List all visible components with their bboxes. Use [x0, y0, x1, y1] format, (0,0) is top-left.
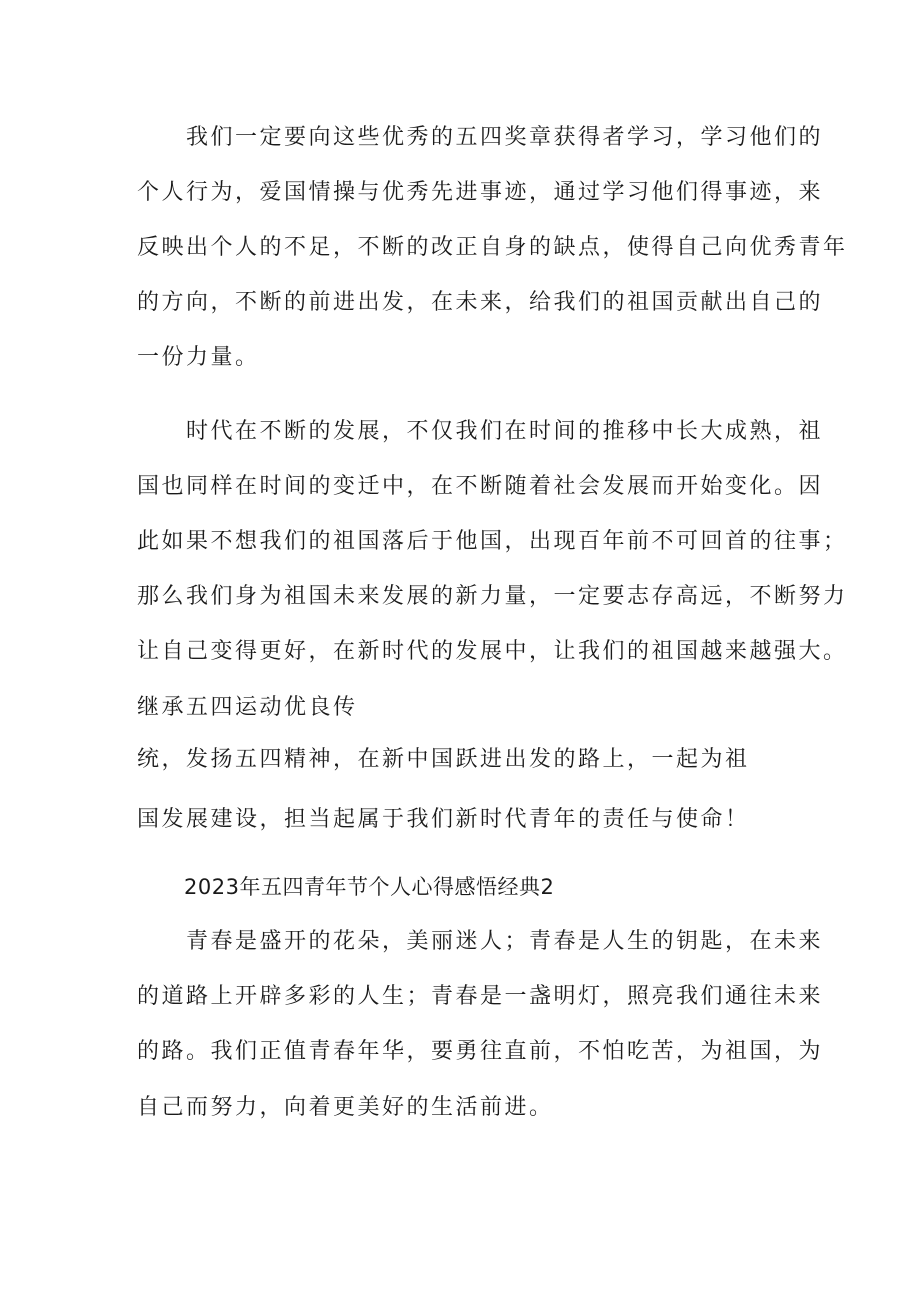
text-line: 继承五四运动优良传: [137, 695, 358, 720]
text-line: 的方向，不断的前进出发，在未来，给我们的祖国贡献出自己的: [137, 290, 824, 315]
text-line: 的路。我们正值青春年华，要勇往直前，不怕吃苦，为祖国，为: [137, 1039, 824, 1064]
text-line: 让自己变得更好，在新时代的发展中，让我们的祖国越来越强大。: [137, 639, 848, 664]
text-line: 个人行为，爱国情操与优秀先进事迹，通过学习他们得事迹，来: [137, 180, 824, 205]
text-line: 青春是盛开的花朵，美丽迷人；青春是人生的钥匙，在未来: [186, 929, 824, 954]
text-line: 国也同样在时间的变迁中，在不断随着社会发展而开始变化。因: [137, 474, 824, 499]
text-line: 统，发扬五四精神，在新中国跃进出发的路上，一起为祖: [137, 747, 750, 772]
text-line: 的道路上开辟多彩的人生；青春是一盏明灯，照亮我们通往未来: [137, 984, 824, 1009]
text-line: 时代在不断的发展，不仅我们在时间的推移中长大成熟，祖: [186, 419, 824, 444]
text-line: 此如果不想我们的祖国落后于他国，出现百年前不可回首的往事；: [137, 529, 848, 554]
text-line: 那么我们身为祖国未来发展的新力量，一定要志存高远，不断努力: [137, 584, 848, 609]
text-line: 我们一定要向这些优秀的五四奖章获得者学习，学习他们的: [186, 125, 824, 150]
text-line: 反映出个人的不足，不断的改正自身的缺点，使得自己向优秀青年: [137, 235, 848, 260]
text-line: 自己而努力，向着更美好的生活前进。: [137, 1095, 554, 1120]
text-line: 国发展建设，担当起属于我们新时代青年的责任与使命！: [137, 807, 750, 832]
section-heading: 2023年五四青年节个人心得感悟经典2: [184, 875, 555, 899]
text-line: 一份力量。: [137, 345, 260, 370]
